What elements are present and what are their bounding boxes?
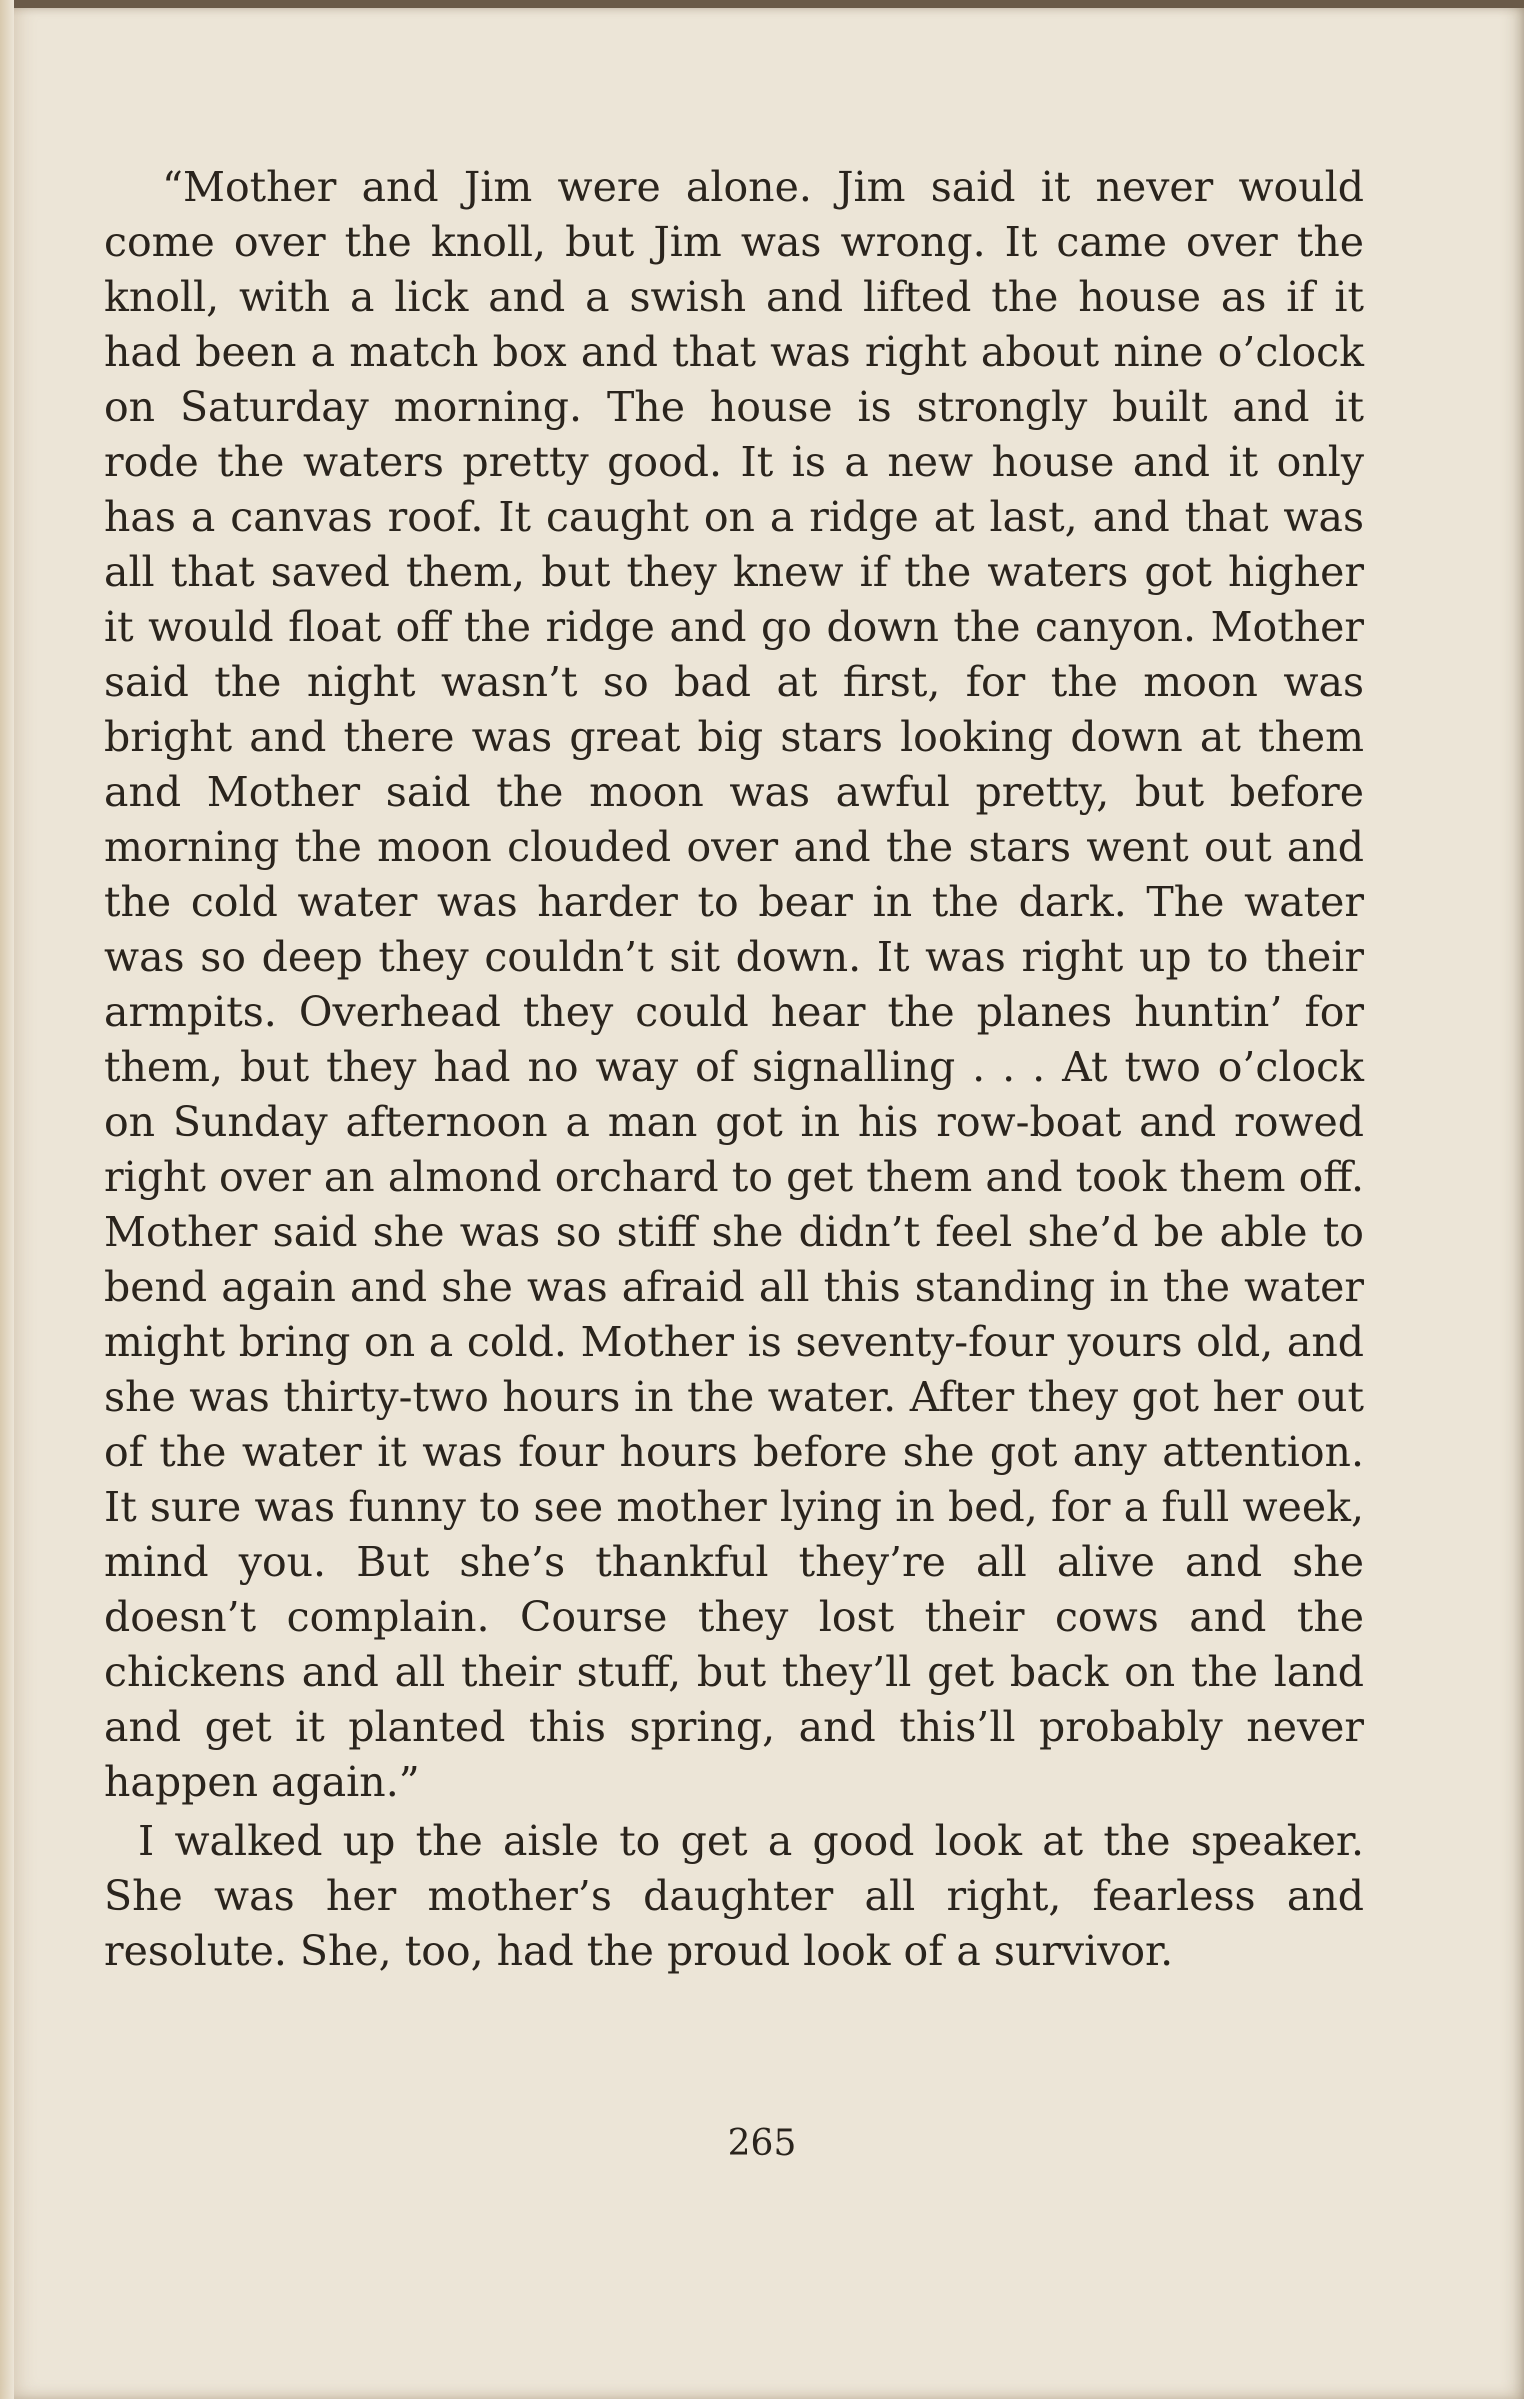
- paragraph-quote: “Mother and Jim were alone. Jim said it never would come over the knoll, but Jim was wrong. It came over the knoll, with a lick and a swish and lifted the house as if it had been a match box and that was right about nine o’clock on Saturday morning. The house is strongly built and it rode the waters pretty good. It is a new house and it only has a canvas roof. It caught on a ridge at last, and that was all that saved them, but they knew if the waters got higher it would float off the ridge and go down the canyon. Mother said the night wasn’t so bad at first, for the moon was bright and there was great big stars looking down at them and Mother said the moon was awful pretty, but before morning the moon clouded over and the stars went out and the cold water was harder to bear in the dark. The water was so deep they couldn’t sit down. It was right up to their armpits. Overhead they could hear the planes huntin’ for them, but they had no way of signalling . . . At two o’clock on Sunday afternoon a man got in his row-boat and rowed right over an almond orchard to get them and took them off. Mother said she was so stiff she didn’t feel she’d be able to bend again and she was afraid all this standing in the water might bring on a cold. Mother is seventy-four yours old, and she was thirty-two hours in the water. After they got her out of the water it was four hours before she got any attention. It sure was funny to see mother lying in bed, for a full week, mind you. But she’s thankful they’re all alive and she doesn’t complain. Course they lost their cows and the chickens and all their stuff, but they’ll get back on the land and get it planted this spring, and this’ll probably never happen again.”: [104, 163, 1364, 1806]
- page-number: 265: [727, 2123, 797, 2164]
- paragraph-narration: I walked up the aisle to get a good look at the speaker. She was her mother’s daughter all right, fearless and resolute. She, too, had the proud look of a survivor.: [104, 1817, 1364, 1975]
- page-top-edge: [0, 0, 1524, 8]
- body-text: [104, 160, 1364, 1979]
- page-left-gutter: [0, 0, 14, 2399]
